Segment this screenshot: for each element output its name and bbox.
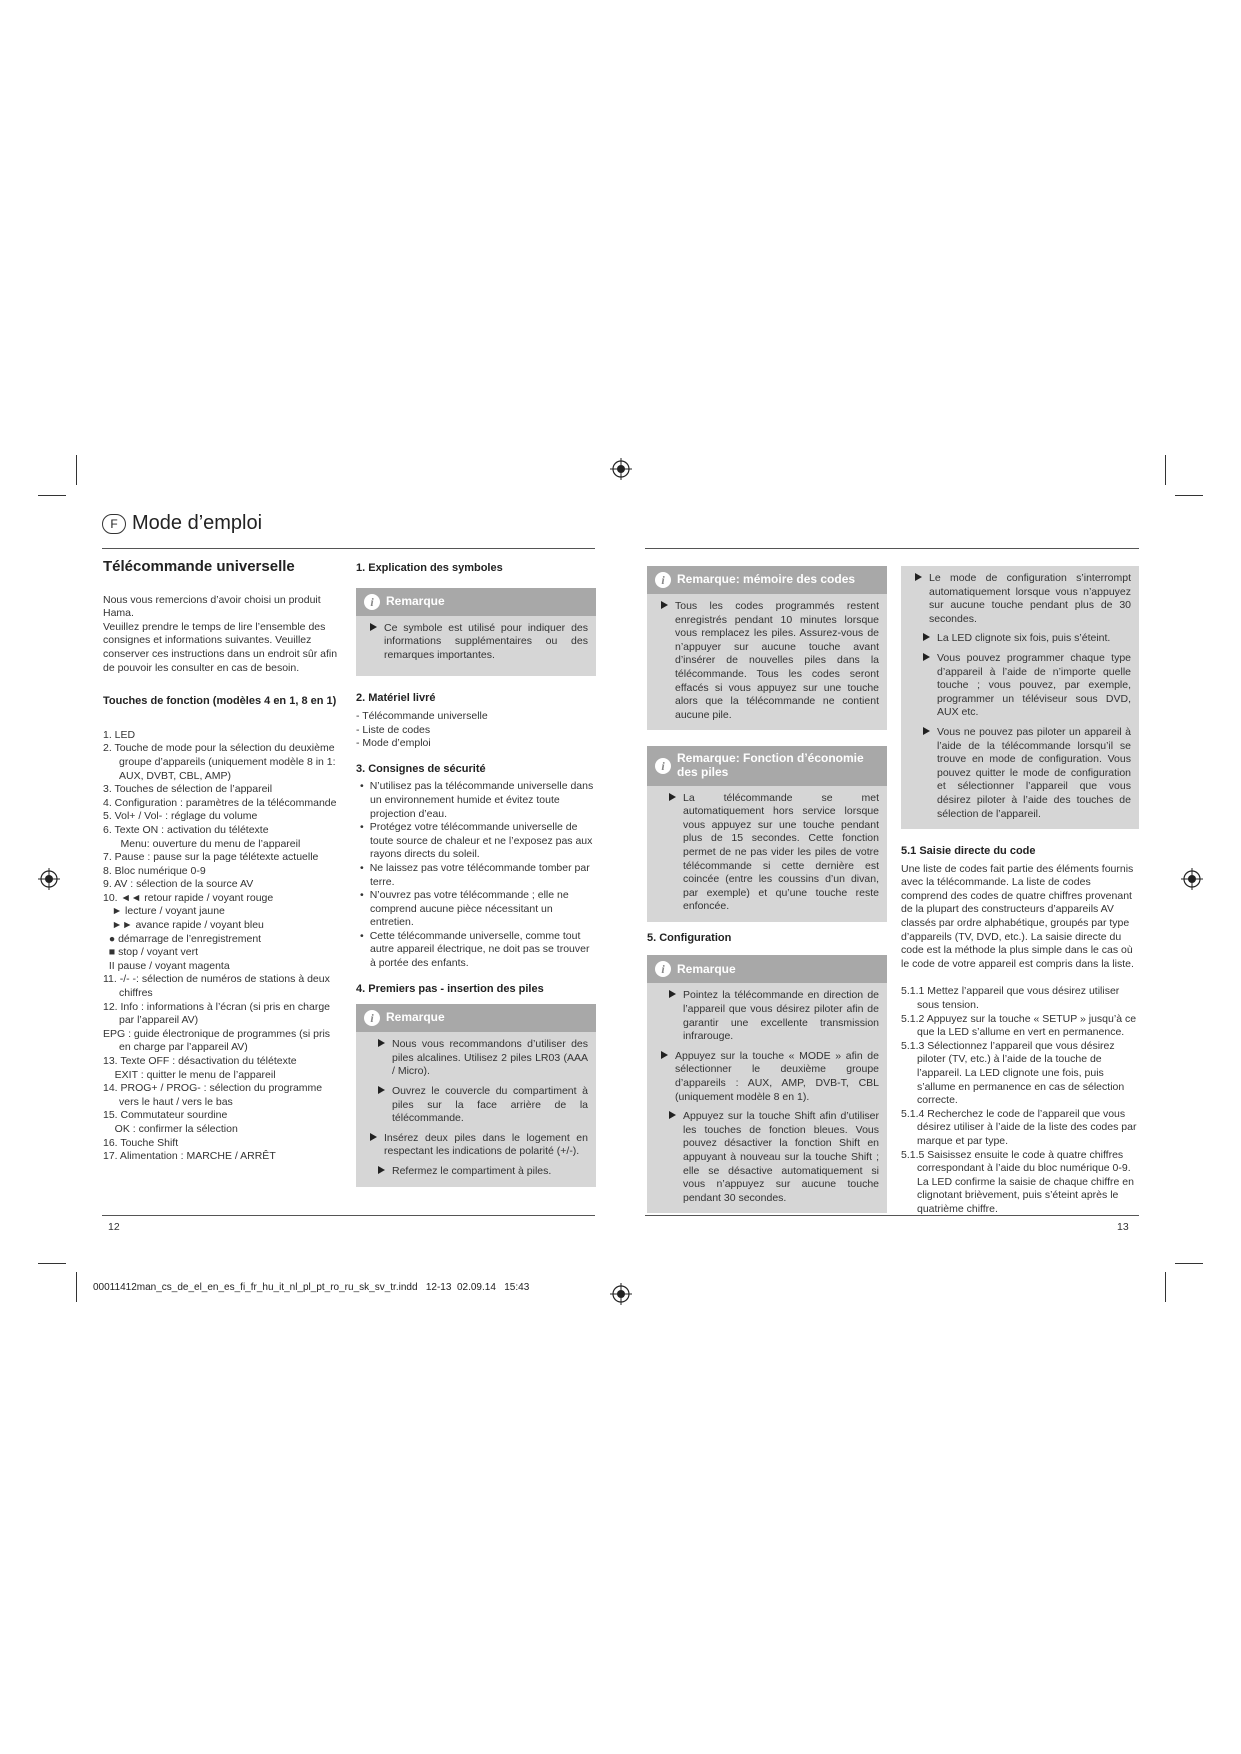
note-item: Le mode de configuration s’interrompt automatiquement lorsque vous n’appuyez sur aucune touche pendant plus de 30 secondes.	[909, 572, 1131, 626]
page-header	[102, 512, 262, 535]
crop-mark	[1165, 1272, 1166, 1302]
arrow-icon	[923, 653, 930, 661]
list-item: ►► avance rapide / voyant bleu	[103, 919, 264, 932]
section-heading: 5. Configuration	[647, 931, 732, 944]
info-icon: i	[364, 1010, 380, 1026]
note-item: Ce symbole est utilisé pour indiquer des informations supplémentaires ou des remarques importantes.	[364, 622, 588, 663]
note-body	[356, 1032, 596, 1186]
note-item: Insérez deux piles dans le logement en respectant les indications de polarité (+/-).	[364, 1132, 588, 1159]
crop-mark	[76, 1272, 77, 1302]
safety-list	[356, 780, 596, 970]
right-column-2	[901, 566, 1139, 1217]
arrow-icon	[370, 623, 377, 631]
note-item: Vous pouvez programmer chaque type d’appareil à l’aide de n’importe quelle touche ; vous pouvez, par exemple, programmer un téléviseur sous DVD, AUX etc.	[909, 652, 1131, 720]
section-heading: 4. Premiers pas - insertion des piles	[356, 982, 544, 995]
intro-paragraph: Nous vous remercions d’avoir choisi un produit Hama.	[103, 593, 321, 620]
note-box	[647, 955, 887, 1213]
registration-mark-icon	[38, 868, 60, 890]
list-item: 5.1.2 Appuyez sur la touche « SETUP » jusqu’à ce que la LED s’allume en vert en permanence.	[901, 1012, 1137, 1039]
note-body	[647, 594, 887, 730]
list-item: 6. Texte ON : activation du télétexte	[103, 823, 269, 836]
list-item: 8. Bloc numérique 0-9	[103, 864, 206, 877]
crop-mark	[76, 455, 77, 485]
list-item: 11. -/- -: sélection de numéros de stations à deux chiffres	[103, 973, 330, 1000]
intro-paragraph: Veuillez prendre le temps de lire l’ensemble des consignes et informations suivantes. Veuillez conserver ces instructions dans un endroit sûr afin de pouvoir les consulter en cas de besoin.	[103, 620, 338, 674]
list-item: - Liste de codes	[356, 723, 431, 736]
list-item: 12. Info : informations à l’écran (si pris en charge par l’appareil AV)	[103, 1000, 331, 1027]
note-item: Appuyez sur la touche « MODE » afin de sélectionner le deuxième groupe d’appareils : AUX, AMP, DVB-T, CBL (uniquement modèle 8 en 1).	[655, 1050, 879, 1104]
list-item: • N’utilisez pas la télécommande universelle dans un environnement humide et évitez toute projection d’eau.	[356, 780, 596, 821]
arrow-icon	[915, 573, 922, 581]
list-item: OK : confirmer la sélection	[103, 1122, 238, 1135]
list-item: 17. Alimentation : MARCHE / ARRÊT	[103, 1150, 276, 1163]
note-header	[647, 955, 887, 983]
footer-rule-right	[645, 1215, 1139, 1216]
section-heading: 5.1 Saisie directe du code	[901, 845, 1036, 858]
page-number-right: 13	[1117, 1221, 1129, 1233]
delivery-list	[356, 710, 596, 751]
crop-mark	[38, 1263, 66, 1264]
note-box	[647, 746, 887, 922]
arrow-icon	[669, 1111, 676, 1119]
list-item: 5.1.4 Recherchez le code de l’appareil que vous désirez utiliser à l’aide de la liste des codes par marque et par type.	[901, 1107, 1137, 1147]
list-item: 5.1.3 Sélectionnez l’appareil que vous désirez piloter (TV, etc.) à l’aide de la touche de l’appareil. La LED clignote une fois, puis s’allume en permanence en cas de sélection correcte.	[901, 1039, 1125, 1107]
list-item: • N’ouvrez pas votre télécommande ; elle ne comprend aucune pièce nécessitant un entretien.	[356, 889, 596, 930]
list-item: ● démarrage de l’enregistrement	[103, 932, 262, 945]
list-item: 5.1.1 Mettez l’appareil que vous désirez utiliser sous tension.	[901, 985, 1120, 1012]
list-item: 7. Pause : pause sur la page télétexte actuelle	[103, 851, 319, 864]
note-title: Remarque: mémoire des codes	[677, 572, 856, 587]
arrow-icon	[370, 1133, 377, 1141]
list-item: 13. Texte OFF : désactivation du télétexte	[103, 1055, 297, 1067]
arrow-icon	[661, 1051, 668, 1059]
note-item: Tous les codes programmés restent enregistrés pendant 10 minutes lorsque vous remplacez les piles. Assurez-vous de n’appuyer sur aucune touche avant d’insérer de nouvelles piles dans la télécommande. Tous les codes seront effacés si vous appuyez sur une touche alors que la télécommande ne contient aucune pile.	[655, 600, 879, 722]
registration-mark-icon	[610, 458, 632, 480]
list-item: 10. ◄◄ retour rapide / voyant rouge	[103, 891, 274, 904]
list-item: ► lecture / voyant jaune	[103, 905, 225, 918]
info-icon: i	[655, 961, 671, 977]
crop-mark	[1175, 1263, 1203, 1264]
list-item: 16. Touche Shift	[103, 1136, 179, 1149]
list-item: 1. LED	[103, 728, 136, 741]
file-slug: 00011412man_cs_de_el_en_es_fi_fr_hu_it_nl_pl_pt_ro_ru_sk_sv_tr.indd 12-13 02.09.14 15:43	[93, 1282, 530, 1293]
note-header	[356, 1004, 596, 1032]
left-column-2	[356, 562, 596, 1187]
list-item: 9. AV : sélection de la source AV	[103, 878, 254, 891]
arrow-icon	[669, 990, 676, 998]
arrow-icon	[378, 1166, 385, 1174]
left-column-1	[103, 560, 341, 1164]
crop-mark	[1165, 455, 1166, 485]
note-box	[356, 1004, 596, 1186]
registration-mark-icon	[610, 1283, 632, 1305]
language-flag: F	[102, 514, 126, 534]
list-item: II pause / voyant magenta	[103, 959, 230, 972]
arrow-icon	[378, 1039, 385, 1047]
list-item: 14. PROG+ / PROG- : sélection du programme vers le haut / vers le bas	[103, 1082, 323, 1108]
arrow-icon	[923, 727, 930, 735]
note-box	[647, 566, 887, 730]
list-item: • Ne laissez pas votre télécommande tomber par terre.	[356, 862, 596, 889]
note-item: Refermez le compartiment à piles.	[364, 1165, 588, 1179]
section-paragraph: Une liste de codes fait partie des éléments fournis avec la télécommande. La liste de codes comprend des codes de quatre chiffres provenant de la plupart des constructeurs d’appareils AV classés par ordre alphabétique, groupés par type d’appareils (TV, DVD, etc.). La saisie directe du code est la méthode la plus simple dans le cas où le code de votre appareil est compris dans la liste.	[901, 862, 1134, 970]
arrow-icon	[661, 601, 668, 609]
note-box	[901, 566, 1139, 829]
right-column-1	[647, 566, 887, 1213]
keys-heading: Touches de fonction (modèles 4 en 1, 8 en 1)	[103, 695, 337, 708]
note-title: Remarque	[386, 593, 445, 608]
page-title: Mode d’emploi	[132, 512, 263, 534]
document-heading: Télécommande universelle	[103, 558, 295, 575]
list-item: Menu: ouverture du menu de l’appareil	[103, 837, 301, 850]
info-icon: i	[364, 594, 380, 610]
note-item: Vous ne pouvez pas piloter un appareil à l’aide de la télécommande lorsqu’il se trouve en mode de configuration. Vous pouvez quitter le mode de configuration et sélectionner l’appareil que vous désirez piloter à l’aide des touches de sélection de l’appareil.	[909, 726, 1131, 821]
keys-list	[103, 729, 341, 1164]
list-item: 5. Vol+ / Vol- : réglage du volume	[103, 810, 258, 823]
note-body	[647, 786, 887, 922]
note-header	[356, 588, 596, 616]
note-item: Appuyez sur la touche Shift afin d’utiliser les touches de fonction bleues. Vous pouvez désactiver la fonction Shift en appuyant à nouveau sur la touche Shift ; elle se désactive automatiquement si vous n’appuyez sur aucune touche pendant 30 secondes.	[655, 1110, 879, 1205]
arrow-icon	[669, 793, 676, 801]
note-body	[647, 983, 887, 1213]
list-item: • Cette télécommande universelle, comme tout autre appareil électrique, ne doit pas se trouver à portée des enfants.	[356, 930, 596, 971]
section-heading: 1. Explication des symboles	[356, 562, 503, 574]
list-item: ■ stop / voyant vert	[103, 946, 199, 959]
list-item: 4. Configuration : paramètres de la télécommande	[103, 796, 337, 809]
note-item: Nous vous recommandons d’utiliser des piles alcalines. Utilisez 2 piles LR03 (AAA / Micro).	[364, 1038, 588, 1079]
footer-rule-left	[102, 1215, 595, 1216]
list-item: 5.1.5 Saisissez ensuite le code à quatre chiffres correspondant à l’aide du bloc numérique 0-9. La LED confirme la saisie de chaque chiffre en clignotant brièvement, puis s’éteint après le quatrième chiffre.	[901, 1148, 1134, 1215]
note-item: Ouvrez le couvercle du compartiment à piles sur la face arrière de la télécommande.	[364, 1085, 588, 1126]
list-item: EPG : guide électronique de programmes (si pris en charge par l’appareil AV)	[103, 1027, 331, 1054]
list-item: 2. Touche de mode pour la sélection du deuxième groupe d’appareils (uniquement modèle 8 in 1: AUX, DVBT, CBL, AMP)	[103, 742, 336, 782]
note-title: Remarque	[386, 1010, 445, 1025]
crop-mark	[38, 495, 66, 496]
page-number-left: 12	[108, 1221, 120, 1233]
note-item: La télécommande se met automatiquement hors service lorsque vous appuyez sur une touche pendant plus de 15 secondes. Cette fonction permet de ne pas vider les piles de votre télécommande si cette dernière est coincée (entre les coussins d’un divan, par exemple) et qu’une touche reste enfoncée.	[655, 792, 879, 914]
note-body	[356, 616, 596, 677]
header-rule-right	[645, 548, 1139, 549]
list-item: - Mode d’emploi	[356, 737, 431, 750]
list-item: • Protégez votre télécommande universelle de toute source de chaleur et ne l’exposez pas aux rayons directs du soleil.	[356, 821, 596, 862]
crop-mark	[1175, 495, 1203, 496]
note-header	[647, 566, 887, 594]
note-item: La LED clignote six fois, puis s’éteint.	[909, 632, 1131, 646]
note-item: Pointez la télécommande en direction de l’appareil que vous désirez piloter afin de garantir une excellente transmission infrarouge.	[655, 989, 879, 1043]
header-rule-left	[102, 548, 595, 549]
arrow-icon	[923, 633, 930, 641]
info-icon: i	[655, 572, 671, 588]
list-item: - Télécommande universelle	[356, 709, 488, 722]
section-heading: 3. Consignes de sécurité	[356, 762, 486, 775]
note-header	[647, 746, 887, 785]
arrow-icon	[378, 1086, 385, 1094]
list-item: 15. Commutateur sourdine	[103, 1109, 228, 1122]
steps-list	[901, 985, 1139, 1216]
note-title: Remarque	[677, 961, 736, 976]
note-box	[356, 588, 596, 677]
note-title: Remarque: Fonction d’économie des piles	[677, 751, 864, 779]
registration-mark-icon	[1181, 868, 1203, 890]
list-item: EXIT : quitter le menu de l’appareil	[103, 1068, 276, 1081]
section-heading: 2. Matériel livré	[356, 692, 436, 705]
info-icon: i	[655, 758, 671, 774]
list-item: 3. Touches de sélection de l’appareil	[103, 783, 273, 796]
